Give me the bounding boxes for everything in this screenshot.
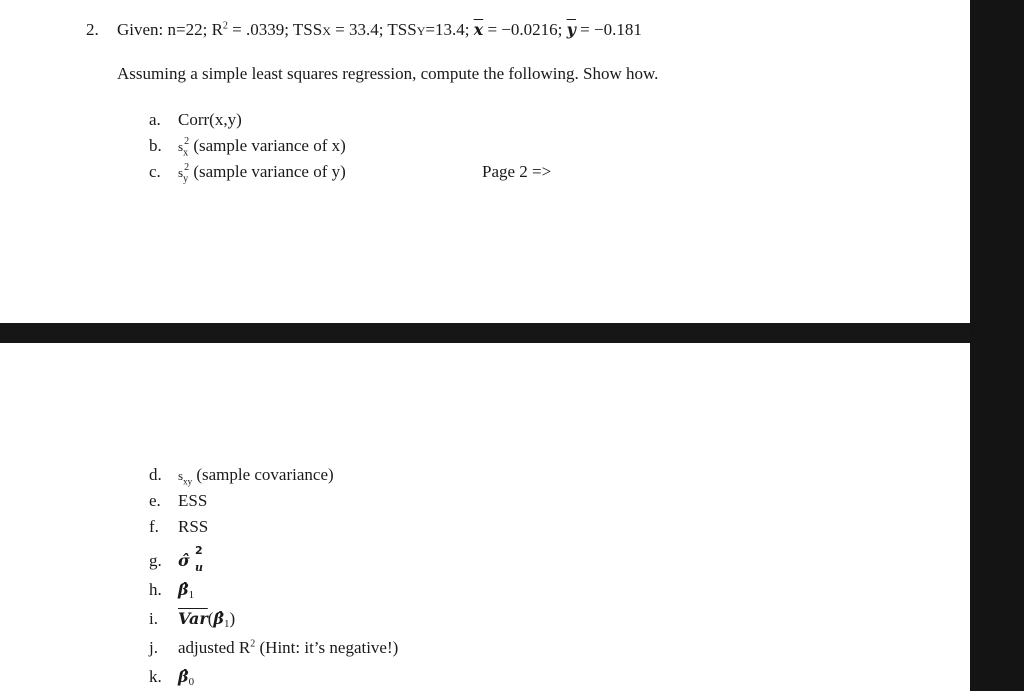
item-h-beta-1: β̂1 [178,580,195,601]
item-b-letter: b. [149,136,162,155]
item-a-text: Corr(x,y) [178,110,242,129]
item-k-beta-0: β̂0 [178,667,195,688]
document-page-2 [0,343,970,691]
item-d-letter: d. [149,465,162,484]
item-i-var-beta-1: $\overline{Var}(\betâ1)$ [178,609,236,630]
item-b-text: $s_x^2$ (sample variance of x) [178,136,346,159]
page-two-note: Page 2 => [482,162,552,181]
item-h-letter: h. [149,580,162,599]
item-f-text: RSS [178,517,209,536]
item-j-text: adjusted $R^2$ (Hint: it’s negative!) [178,638,399,657]
item-c-letter: c. [149,162,161,181]
instruction-text: Assuming a simple least squares regression, compute the following. Show how. [117,64,659,83]
item-k-letter: k. [149,667,162,686]
item-i-letter: i. [149,609,158,628]
item-c-text: $s_y^2$ (sample variance of y) [178,162,346,185]
viewer-side-strip [970,0,1024,691]
given-statement: Given: n=22; $R^2 = .0339$; TSSX = 33.4; TSSY=13.4; $\overline{x} = -0.0216$; $\overline{y} = -0.181$ [117,20,642,39]
item-a-letter: a. [149,110,161,129]
y-bar-symbol: $\overline{y}$ [566,20,576,39]
item-e-text: ESS [178,491,208,510]
item-g-letter: g. [149,551,162,570]
item-g-sigma-u-squared: σ̂ 2 u [178,544,203,574]
question-number: 2. [86,20,99,39]
x-bar-symbol: $\overline{x}$ [473,20,484,39]
item-f-letter: f. [149,517,159,536]
document-page-1 [0,0,970,323]
item-j-letter: j. [149,638,158,657]
item-d-text: $s_{xy}$ (sample covariance) [178,465,334,487]
item-e-letter: e. [149,491,161,510]
page-separator [0,323,970,343]
